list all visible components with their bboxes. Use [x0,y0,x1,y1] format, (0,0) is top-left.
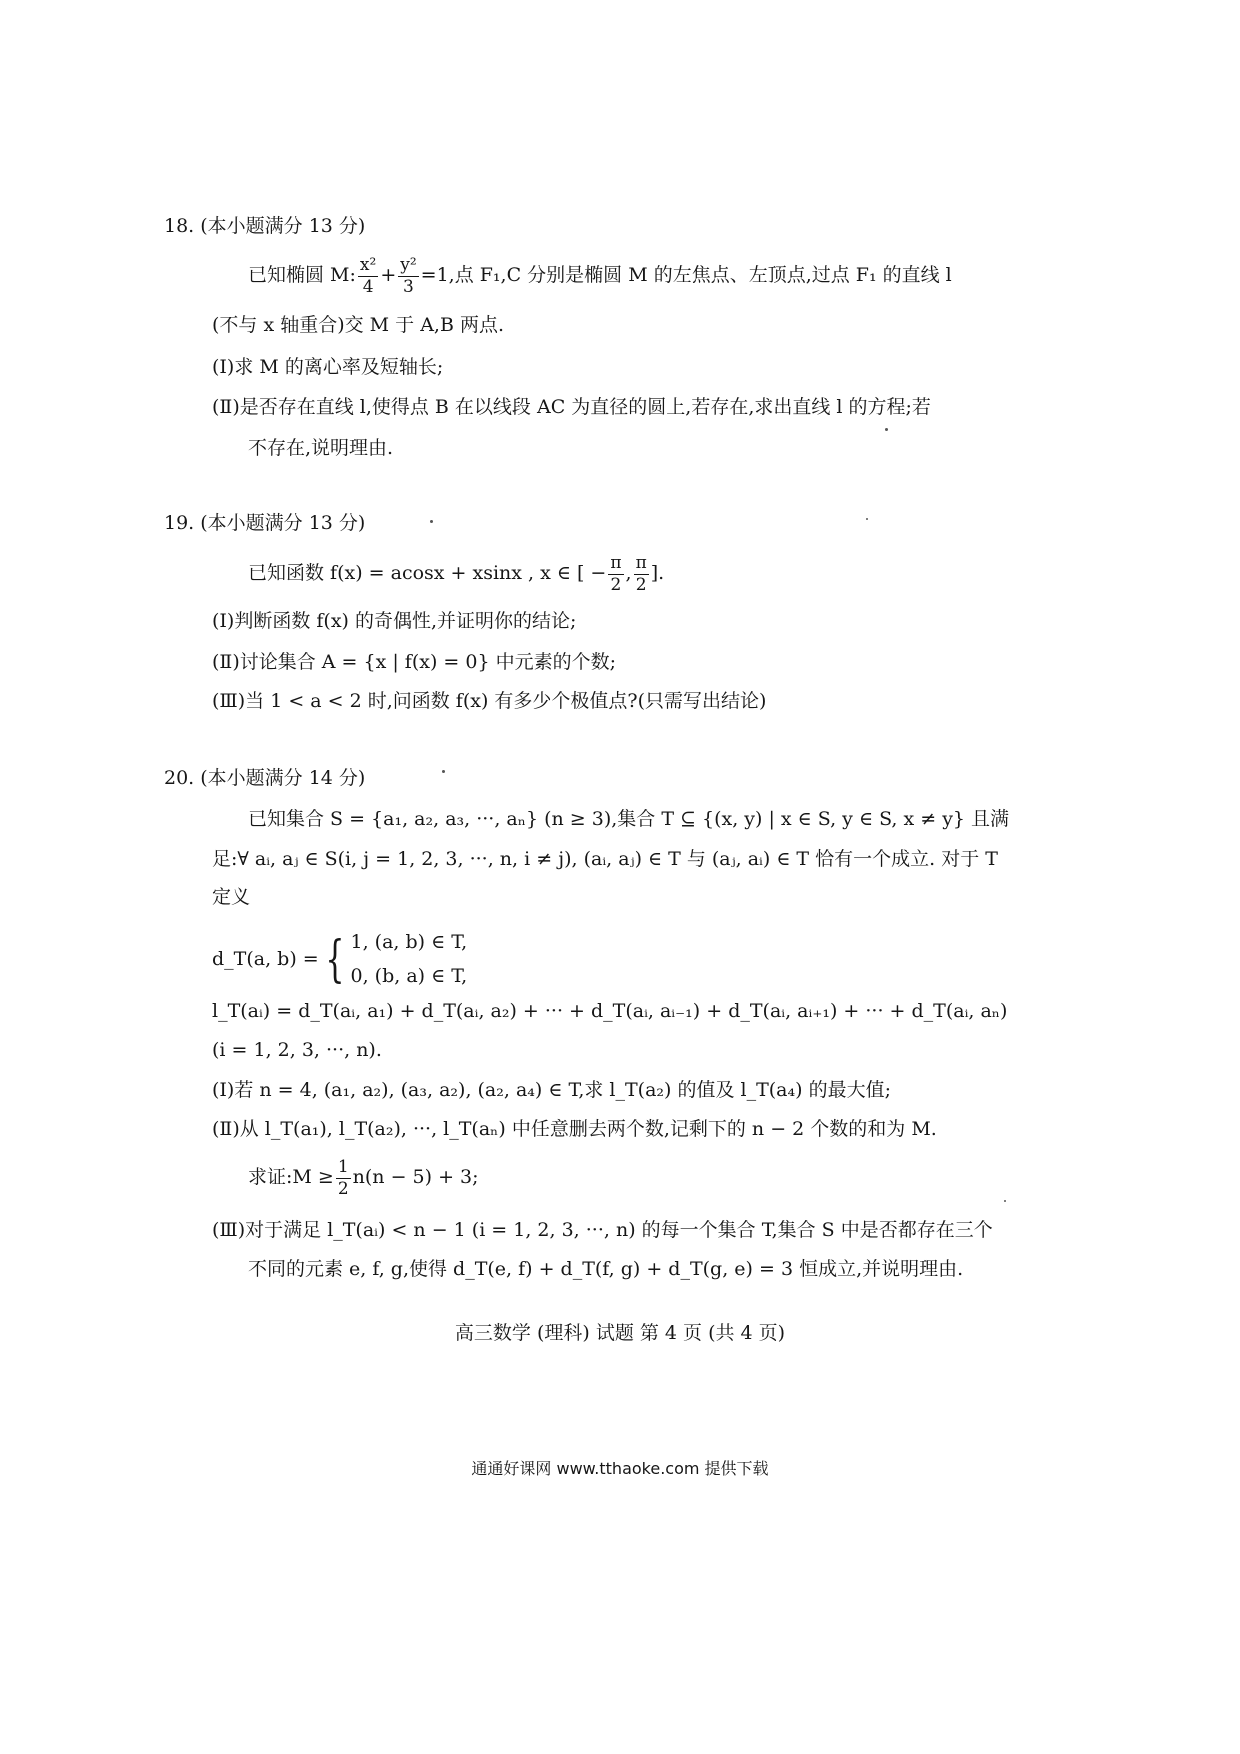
q18-stem-line2: (不与 x 轴重合)交 M 于 A,B 两点. [212,314,504,336]
q20-part2-proof [248,1154,479,1200]
q20-stem-line3: 定义 [212,886,251,908]
q19-stem [248,553,664,594]
q20-dt-definition [212,923,467,994]
q20-proof-a: 求证:M ≥ [248,1166,334,1188]
q18-part2-line2: 不存在,说明理由. [248,437,394,459]
q20-part2: (Ⅱ)从 l_T(a₁), l_T(a₂), ···, l_T(aₙ) 中任意删去两个数,记剩下的 n − 2 个数的和为 M. [212,1118,937,1140]
q19-stem-a: 已知函数 f(x) = acosx + xsinx , x ∈ [ − [248,562,607,584]
q18-frac-y: $\frac{\text{y²}}{3}$ [400,254,417,297]
q19-comma: , [625,562,632,584]
q19-part3: (Ⅲ)当 1 < a < 2 时,问函数 f(x) 有多少个极值点?(只需写出结论) [212,690,767,712]
page-footer: 高三数学 (理科) 试题 第 4 页 (共 4 页) [454,1322,786,1344]
q20-dt-cases [351,925,468,993]
q20-case-1: 1, (a, b) ∈ T, [350,931,468,953]
watermark-text: 通通好课网 www.tthaoke.com 提供下载 [471,1459,769,1478]
scan-speck [430,520,433,523]
q18-stem-line1: 已知椭圆 M: $\frac{\text{x²}}{4}$ + $\frac{\text{y²}}{3}$ =1,点 F₁,C 分别是椭圆 M 的左焦点、左顶点,过点 F₁ 的直线 l [248,254,952,297]
q20-proof-b: n(n − 5) + 3; [352,1166,479,1188]
q20-stem-line2: 足:∀ aᵢ, aⱼ ∈ S(i, j = 1, 2, 3, ···, n, i ≠ j), (aᵢ, aⱼ) ∈ T 与 (aⱼ, aᵢ) ∈ T 恰有一个成立. 对于 T [212,848,998,870]
q19-part2: (Ⅱ)讨论集合 A = {x | f(x) = 0} 中元素的个数; [212,651,616,673]
q18-part2-line1: (Ⅱ)是否存在直线 l,使得点 B 在以线段 AC 为直径的圆上,若存在,求出直线 l 的方程;若 [212,396,931,418]
q20-frac-half: $\frac{1}{2}$ [337,1156,349,1199]
q19-part1: (Ⅰ)判断函数 f(x) 的奇偶性,并证明你的结论; [212,610,577,632]
q18-stem-b: =1,点 F₁,C 分别是椭圆 M 的左焦点、左顶点,过点 F₁ 的直线 l [420,264,952,286]
q19-frac-neg-pi: $\frac{\pi}{2}$ [610,552,622,595]
scan-speck [866,518,868,520]
q20-header: 20. (本小题满分 14 分) [164,767,366,789]
q18-header: 18. (本小题满分 13 分) [164,215,366,237]
q20-case-2: 0, (b, a) ∈ T, [350,965,468,987]
q18-stem-a: 已知椭圆 M: [248,264,356,286]
scan-speck [885,428,888,431]
q20-dt-lhs: d_T(a, b) = [212,948,319,970]
q18-part1: (Ⅰ)求 M 的离心率及短轴长; [212,356,444,378]
scan-speck [1004,1200,1006,1202]
q20-part3-line2: 不同的元素 e, f, g,使得 d_T(e, f) + d_T(f, g) + d_T(g, e) = 3 恒成立,并说明理由. [248,1258,964,1280]
q20-lt-range: (i = 1, 2, 3, ···, n). [212,1039,382,1061]
q20-lt-definition: l_T(aᵢ) = d_T(aᵢ, a₁) + d_T(aᵢ, a₂) + ··· + d_T(aᵢ, aᵢ₋₁) + d_T(aᵢ, aᵢ₊₁) + ··· + d_T(aᵢ, aₙ) [212,1000,1008,1022]
left-brace-icon: { [325,930,345,988]
q20-part3-line1: (Ⅲ)对于满足 l_T(aᵢ) < n − 1 (i = 1, 2, 3, ···, n) 的每一个集合 T,集合 S 中是否都存在三个 [212,1219,993,1241]
scan-speck [442,770,445,773]
q20-part1: (Ⅰ)若 n = 4, (a₁, a₂), (a₃, a₂), (a₂, a₄) ∈ T,求 l_T(a₂) 的值及 l_T(a₄) 的最大值; [212,1079,891,1101]
q18-frac-x: $\frac{\text{x²}}{4}$ [359,254,377,297]
q19-frac-pi: $\frac{\pi}{2}$ [635,552,647,595]
q20-stem-line1: 已知集合 S = {a₁, a₂, a₃, ···, aₙ} (n ≥ 3),集合 T ⊆ {(x, y) | x ∈ S, y ∈ S, x ≠ y} 且满 [248,808,1010,830]
q19-stem-b: ]. [650,562,665,584]
q19-header: 19. (本小题满分 13 分) [164,512,366,534]
